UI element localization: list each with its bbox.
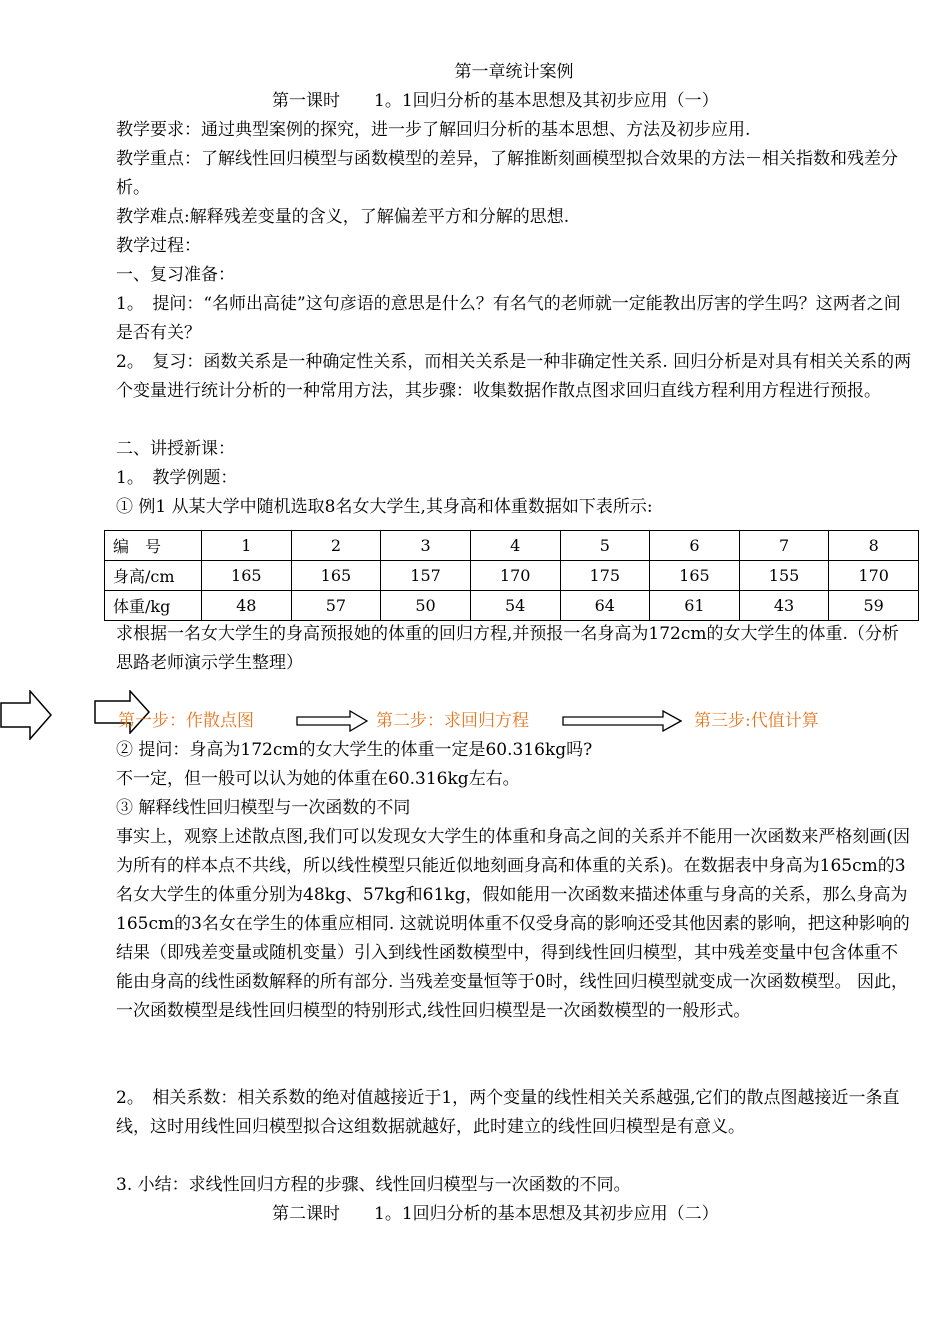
lesson2-title: 第二课时 1。1回归分析的基本思想及其初步应用（二）	[272, 1204, 719, 1224]
step-arrow-icon	[296, 710, 368, 732]
question2: ② 提问：身高为172cm的女大学生的体重一定是60.316kg吗?	[116, 740, 593, 760]
section-review: 一、复习准备：	[116, 265, 235, 285]
table-cell: 175	[560, 561, 650, 591]
table-cell: 1	[202, 531, 292, 561]
lesson1-title: 第一课时 1。1回归分析的基本思想及其初步应用（一）	[272, 91, 719, 111]
table-row	[105, 591, 919, 621]
answer2: 不一定，但一般可以认为她的体重在60.316kg左右。	[116, 769, 520, 789]
table-cell: 157	[381, 561, 471, 591]
large-arrow-icon	[0, 690, 52, 740]
section-new-lesson: 二、讲授新课：	[116, 439, 235, 459]
step-arrow-icon	[562, 710, 682, 732]
explanation-paragraph: 事实上，观察上述散点图,我们可以发现女大学生的体重和身高之间的关系并不能用一次函数来严格刻画(因为所有的样本点不共线，所以线性模型只能近似地刻画身高和体重的关系)。在数据表中身高为165cm的3名女大学生的体重分别为48kg、57kg和61kg，假如能用一次函数来描述体重与身高的关系，那么身高为165cm的3名女在学生的体重应相同. 这就说明体重不仅受身高的影响还受其他因素的影响，把这种影响的结果（即残差变量或随机变量）引入到线性函数模型中，得到线性回归模型，其中残差变量中包含体重不能由身高的线性函数解释的所有部分. 当残差变量恒等于0时，线性回归模型就变成一次函数模型。 因此，一次函数模型是线性回归模型的特别形式,线性回归模型是一次函数模型的一般形式。	[116, 827, 911, 1021]
height-weight-table	[104, 530, 919, 621]
table-cell: 59	[829, 591, 919, 621]
continued-body	[116, 736, 912, 1229]
example1-text: ① 例1 从某大学中随机选取8名女大学生,其身高和体重数据如下表所示:	[116, 497, 653, 517]
table-cell: 64	[560, 591, 650, 621]
table-cell: 43	[739, 591, 829, 621]
table-cell: 54	[470, 591, 560, 621]
table-cell: 7	[739, 531, 829, 561]
chapter-title: 第一章统计案例	[454, 62, 574, 82]
row-header: 身高/cm	[105, 561, 202, 591]
summary-line: 3. 小结：求线性回归方程的步骤、线性回归模型与一次函数的不同。	[116, 1175, 631, 1195]
row-header: 体重/kg	[105, 591, 202, 621]
teaching-process: 教学过程：	[116, 236, 201, 256]
table-cell: 165	[202, 561, 292, 591]
table-cell: 3	[381, 531, 471, 561]
table-cell: 2	[291, 531, 381, 561]
teaching-requirements: 教学要求：通过典型案例的探究，进一步了解回归分析的基本思想、方法及初步应用.	[116, 120, 751, 140]
example-heading: 1。 教学例题：	[116, 468, 238, 488]
table-cell: 8	[829, 531, 919, 561]
review-recap: 2。 复习：函数关系是一种确定性关系，而相关关系是一种非确定性关系. 回归分析是对具有相关关系的两个变量进行统计分析的一种常用方法，其步骤：收集数据作散点图求回归直线方程利用方程进行预报。	[116, 352, 912, 401]
table-cell: 165	[650, 561, 740, 591]
example-task: 求根据一名女大学生的身高预报她的体重的回归方程,并预报一名身高为172cm的女大学生的体重.（分析思路老师演示学生整理）	[116, 624, 899, 673]
document-body	[116, 58, 912, 522]
step2-label: 第二步：求回归方程	[376, 711, 529, 731]
table-cell: 5	[560, 531, 650, 561]
table-cell: 170	[470, 561, 560, 591]
teaching-difficulties: 教学难点:解释残差变量的含义，了解偏差平方和分解的思想.	[116, 207, 570, 227]
step1-label: 第一步：作散点图	[118, 711, 254, 731]
table-cell: 165	[291, 561, 381, 591]
table-cell: 50	[381, 591, 471, 621]
table-row	[105, 561, 919, 591]
teaching-key-points: 教学重点：了解线性回归模型与函数模型的差异，了解推断刻画模型拟合效果的方法－相关指数和残差分析。	[116, 149, 898, 198]
question3: ③ 解释线性回归模型与一次函数的不同	[116, 798, 411, 818]
table-cell: 6	[650, 531, 740, 561]
table-row	[105, 531, 919, 561]
correlation-paragraph: 2。 相关系数：相关系数的绝对值越接近于1，两个变量的线性相关关系越强,它们的散点图越接近一条直线，这时用线性回归模型拟合这组数据就越好，此时建立的线性回归模型是有意义。	[116, 1088, 900, 1137]
review-question: 1。 提问：“名师出高徒”这句彦语的意思是什么？有名气的老师就一定能教出厉害的学生吗？这两者之间是否有关？	[116, 294, 901, 343]
table-cell: 57	[291, 591, 381, 621]
table-cell: 4	[470, 531, 560, 561]
table-cell: 48	[202, 591, 292, 621]
row-header: 编 号	[105, 531, 202, 561]
table-cell: 61	[650, 591, 740, 621]
table-cell: 155	[739, 561, 829, 591]
step3-label: 第三步:代值计算	[694, 711, 819, 731]
table-cell: 170	[829, 561, 919, 591]
